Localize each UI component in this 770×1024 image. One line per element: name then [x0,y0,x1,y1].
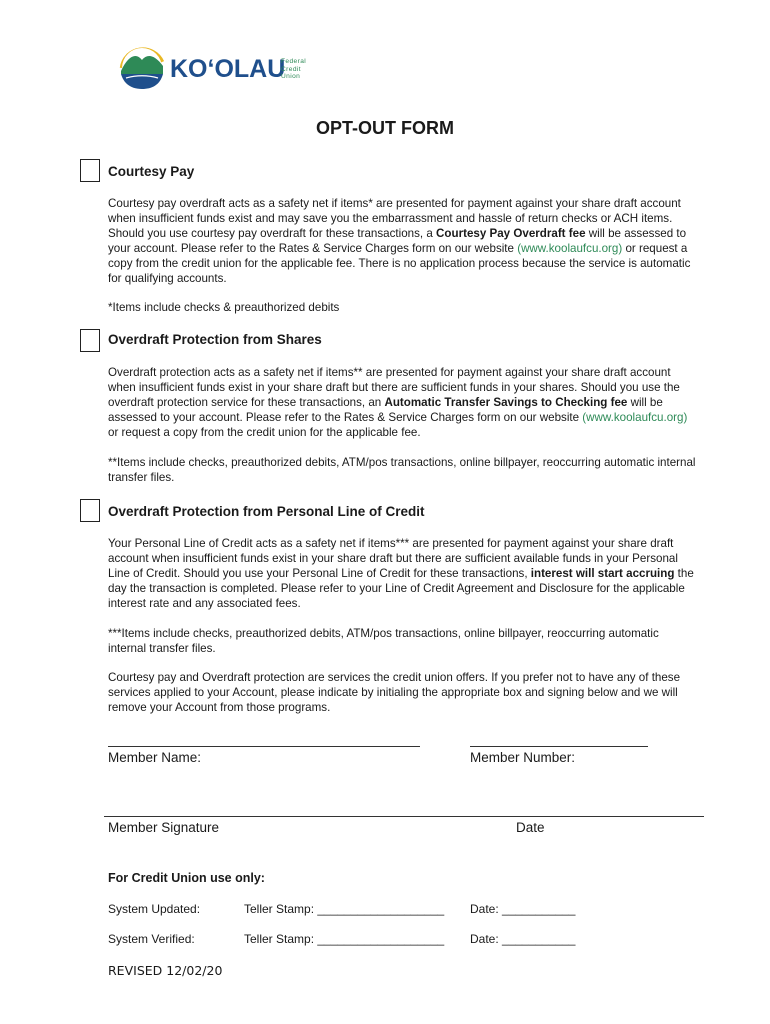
closing-paragraph: Courtesy pay and Overdraft protection are services the credit union offers. If you prefer not to have any of these services applied to your Account, please indicate by initialing the appropriate box and signing below and we will remove your Account from those programs. [108,671,681,714]
revision-date: REVISED 12/02/20 [108,963,223,978]
courtesy-pay-body [108,196,698,286]
date-verified: Date: ___________ [470,932,576,946]
website-link[interactable]: (www.koolaufcu.org) [517,242,623,255]
courtesy-pay-heading: Courtesy Pay [108,164,195,179]
overdraft-loc-heading: Overdraft Protection from Personal Line of Credit [108,504,425,519]
body-text: or request a copy from the credit union for the applicable fee. [108,426,421,439]
logo-subtitle-line: Federal [281,58,307,65]
body-text: the day the transaction is completed. Please refer to your Line of Credit Agreement and Disclosure for the applicable interest rate and any associated fees. [108,567,694,610]
teller-stamp-updated: Teller Stamp: ___________________ [244,902,445,916]
logo-subtitle-line: Union [281,73,301,81]
logo-subtitle [281,58,306,81]
page-title: OPT-OUT FORM [316,118,454,138]
body-text: Your Personal Line of Credit acts as a safety net if items*** are presented for payment against your share draft account when insufficient funds exist in your share draft but there are sufficient available funds in your Personal Line of Credit. Should you use your Personal Line of Credit for these transactions, [108,537,678,580]
member-signature-label: Member Signature [108,820,220,835]
logo-subtitle-line: Credit [281,65,301,73]
overdraft-shares-checkbox[interactable] [80,329,100,352]
body-text: will be assessed to your account. Please refer to the Rates & Service Charges form on our website [108,396,663,424]
overdraft-loc-checkbox[interactable] [80,499,100,522]
bold-text: Automatic Transfer Savings to Checking fee [384,396,628,409]
signature-line[interactable] [104,816,704,817]
date-updated: Date: ___________ [470,902,576,916]
courtesy-pay-checkbox[interactable] [80,159,100,182]
overdraft-loc-body [108,536,698,611]
system-verified-label: System Verified: [108,932,195,946]
credit-union-use-title: For Credit Union use only: [108,871,265,885]
body-text: will be assessed to your account. Please refer to the Rates & Service Charges form on our website [108,227,687,255]
logo-name: KO‘OLAU [170,55,286,83]
body-text: or request a copy from the credit union for the applicable fee. There is no application process because the service is automatic for qualifying accounts. [108,242,691,285]
member-number-line[interactable] [470,746,648,747]
overdraft-shares-heading: Overdraft Protection from Shares [108,332,322,347]
logo-mountain-icon [118,38,166,90]
teller-stamp-verified: Teller Stamp: ___________________ [244,932,445,946]
logo [118,38,318,94]
website-link[interactable]: (www.koolaufcu.org) [582,411,688,424]
date-label: Date [516,820,545,835]
member-number-label: Member Number: [470,750,576,765]
overdraft-loc-note: ***Items include checks, preauthorized debits, ATM/pos transactions, online billpayer, reoccurring automatic internal transfer files. [108,627,659,655]
courtesy-pay-note: *Items include checks & preauthorized debits [108,301,340,314]
body-text: Overdraft protection acts as a safety net if items** are presented for payment against your share draft account when insufficient funds exist in your share draft but there are sufficient funds in your shares. Should you use the overdraft protection service for these transactions, an [108,366,680,409]
bold-text: Courtesy Pay Overdraft fee [436,227,586,240]
system-updated-label: System Updated: [108,902,201,916]
overdraft-shares-note: **Items include checks, preauthorized debits, ATM/pos transactions, online billpayer, reoccurring automatic internal transfer files. [108,456,696,484]
member-name-label: Member Name: [108,750,202,765]
member-name-line[interactable] [108,746,420,747]
bold-text: interest will start accruing [530,567,675,580]
overdraft-shares-body [108,365,698,440]
body-text: Courtesy pay overdraft acts as a safety net if items* are presented for payment against your share draft account when insufficient funds exist and may save you the embarrassment and hassle of return checks or ACH items. Should you use courtesy pay overdraft for these transactions, a [108,197,681,240]
